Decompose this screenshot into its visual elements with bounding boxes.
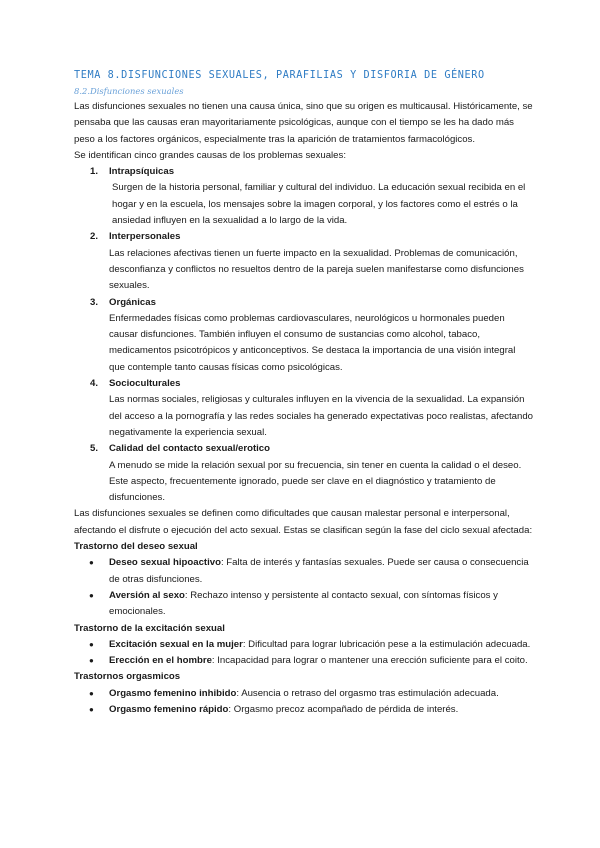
list-item [74, 637, 534, 653]
term-description: : Orgasmo precoz acompañado de pérdida de interés. [228, 703, 459, 715]
section-subtitle: 8.2.Disfunciones sexuales [74, 86, 184, 96]
list-number: 4. [90, 378, 99, 390]
section-heading: Trastornos orgasmicos [74, 671, 181, 683]
list-item-text: Las relaciones afectivas tienen un fuerte impacto en la sexualidad. Problemas de comunicación, desconfianza y conflictos no resueltos dentro de la pareja suelen manifestarse como disfunciones sexuales. [109, 247, 524, 292]
list-item-title: Interpersonales [109, 231, 181, 243]
section-desire [74, 539, 534, 620]
term-description: : Rechazo intenso y persistente al contacto sexual, con síntomas físicos y emocionales. [109, 589, 498, 618]
list-item [74, 702, 534, 718]
list-item [74, 653, 534, 669]
section-orgasm [74, 669, 534, 718]
list-number: 2. [90, 231, 99, 243]
list-item [74, 588, 534, 621]
list-number: 1. [90, 166, 99, 178]
list-number: 3. [90, 296, 99, 308]
list-item-title: Intrapsíquicas [109, 166, 175, 178]
section-heading: Trastorno de la excitación sexual [74, 622, 225, 634]
list-item-title: Orgánicas [109, 296, 156, 308]
term: Orgasmo femenino inhibido [109, 687, 237, 699]
bullet-icon: ● [89, 704, 94, 714]
term: Excitación sexual en la mujer [109, 638, 243, 650]
causes-list [74, 164, 534, 506]
list-item-text: Las normas sociales, religiosas y culturales influyen en la vivencia de la sexualidad. La expansión del acceso a la pornografía y las redes sociales ha generado expectativas poco realistas, afectando negativamente la experiencia sexual. [109, 394, 533, 438]
section-heading: Trastorno del deseo sexual [74, 541, 198, 553]
list-item [74, 295, 534, 376]
list-item [74, 229, 534, 294]
section-arousal [74, 621, 534, 670]
term: Orgasmo femenino rápido [109, 703, 229, 715]
bullet-icon: ● [89, 590, 94, 600]
page-title: TEMA 8.DISFUNCIONES SEXUALES, PARAFILIAS Y DISFORIA DE GÉNERO [74, 70, 485, 81]
bullet-icon: ● [89, 656, 94, 666]
list-item-text: A menudo se mide la relación sexual por su frecuencia, sin tener en cuenta la calidad o el deseo. Este aspecto, frecuentemente ignorado, puede ser clave en el diagnóstico y tratamiento de disfunciones. [109, 459, 522, 504]
list-item-text: Surgen de la historia personal, familiar y cultural del individuo. La educación sexual recibida en el hogar y en la escuela, los mensajes sobre la imagen corporal, y los factores como el estrés o la ansiedad influyen en la sexualidad a lo largo de la vida. [112, 182, 526, 227]
term: Erección en el hombre [109, 655, 212, 667]
list-item [74, 376, 534, 441]
term-description: : Ausencia o retraso del orgasmo tras estimulación adecuada. [236, 687, 499, 699]
list-item-text: Enfermedades físicas como problemas cardiovasculares, neurológicos u hormonales pueden causar disfunciones. También influyen el consumo de sustancias como alcohol, tabaco, medicamentos psicotrópicos y anticonceptivos. Se destaca la importancia de una visión integral que contemple tanto causas físicas como psicológicas. [109, 312, 516, 373]
list-item-title: Socioculturales [109, 378, 181, 390]
bullet-icon: ● [89, 558, 94, 568]
list-number: 5. [90, 443, 99, 455]
list-item [74, 686, 534, 702]
term-description: : Dificultad para lograr lubricación pese a la estimulación adecuada. [242, 638, 531, 650]
list-item [74, 441, 534, 506]
term-description: : Falta de interés y fantasías sexuales. Puede ser causa o consecuencia de otras disfunciones. [109, 557, 529, 585]
list-item [74, 555, 534, 588]
list-item [74, 164, 534, 229]
term: Deseo sexual hipoactivo [109, 557, 221, 569]
bullet-icon: ● [89, 639, 94, 649]
term-description: : Incapacidad para lograr o mantener una erección suficiente para el coito. [211, 655, 528, 667]
causes-intro: Se identifican cinco grandes causas de los problemas sexuales: [74, 149, 346, 161]
definition-paragraph: Las disfunciones sexuales se definen como dificultades que causan malestar personal e interpersonal, afectando el disfrute o ejecución del acto sexual. Estas se clasifican según la fase del ciclo sexual afectada: [74, 508, 533, 536]
bullet-icon: ● [89, 688, 94, 698]
document-page [74, 68, 534, 718]
term: Aversión al sexo [109, 589, 185, 601]
list-item-title: Calidad del contacto sexual/erotico [109, 443, 271, 455]
intro-paragraph: Las disfunciones sexuales no tienen una causa única, sino que su origen es multicausal. Históricamente, se pensaba que las causas eran mayoritariamente psicológicas, aunque con el tiempo se les ha dado más peso a los factores orgánicos, especialmente tras la aparición de tratamientos farmacológicos. [74, 101, 533, 145]
